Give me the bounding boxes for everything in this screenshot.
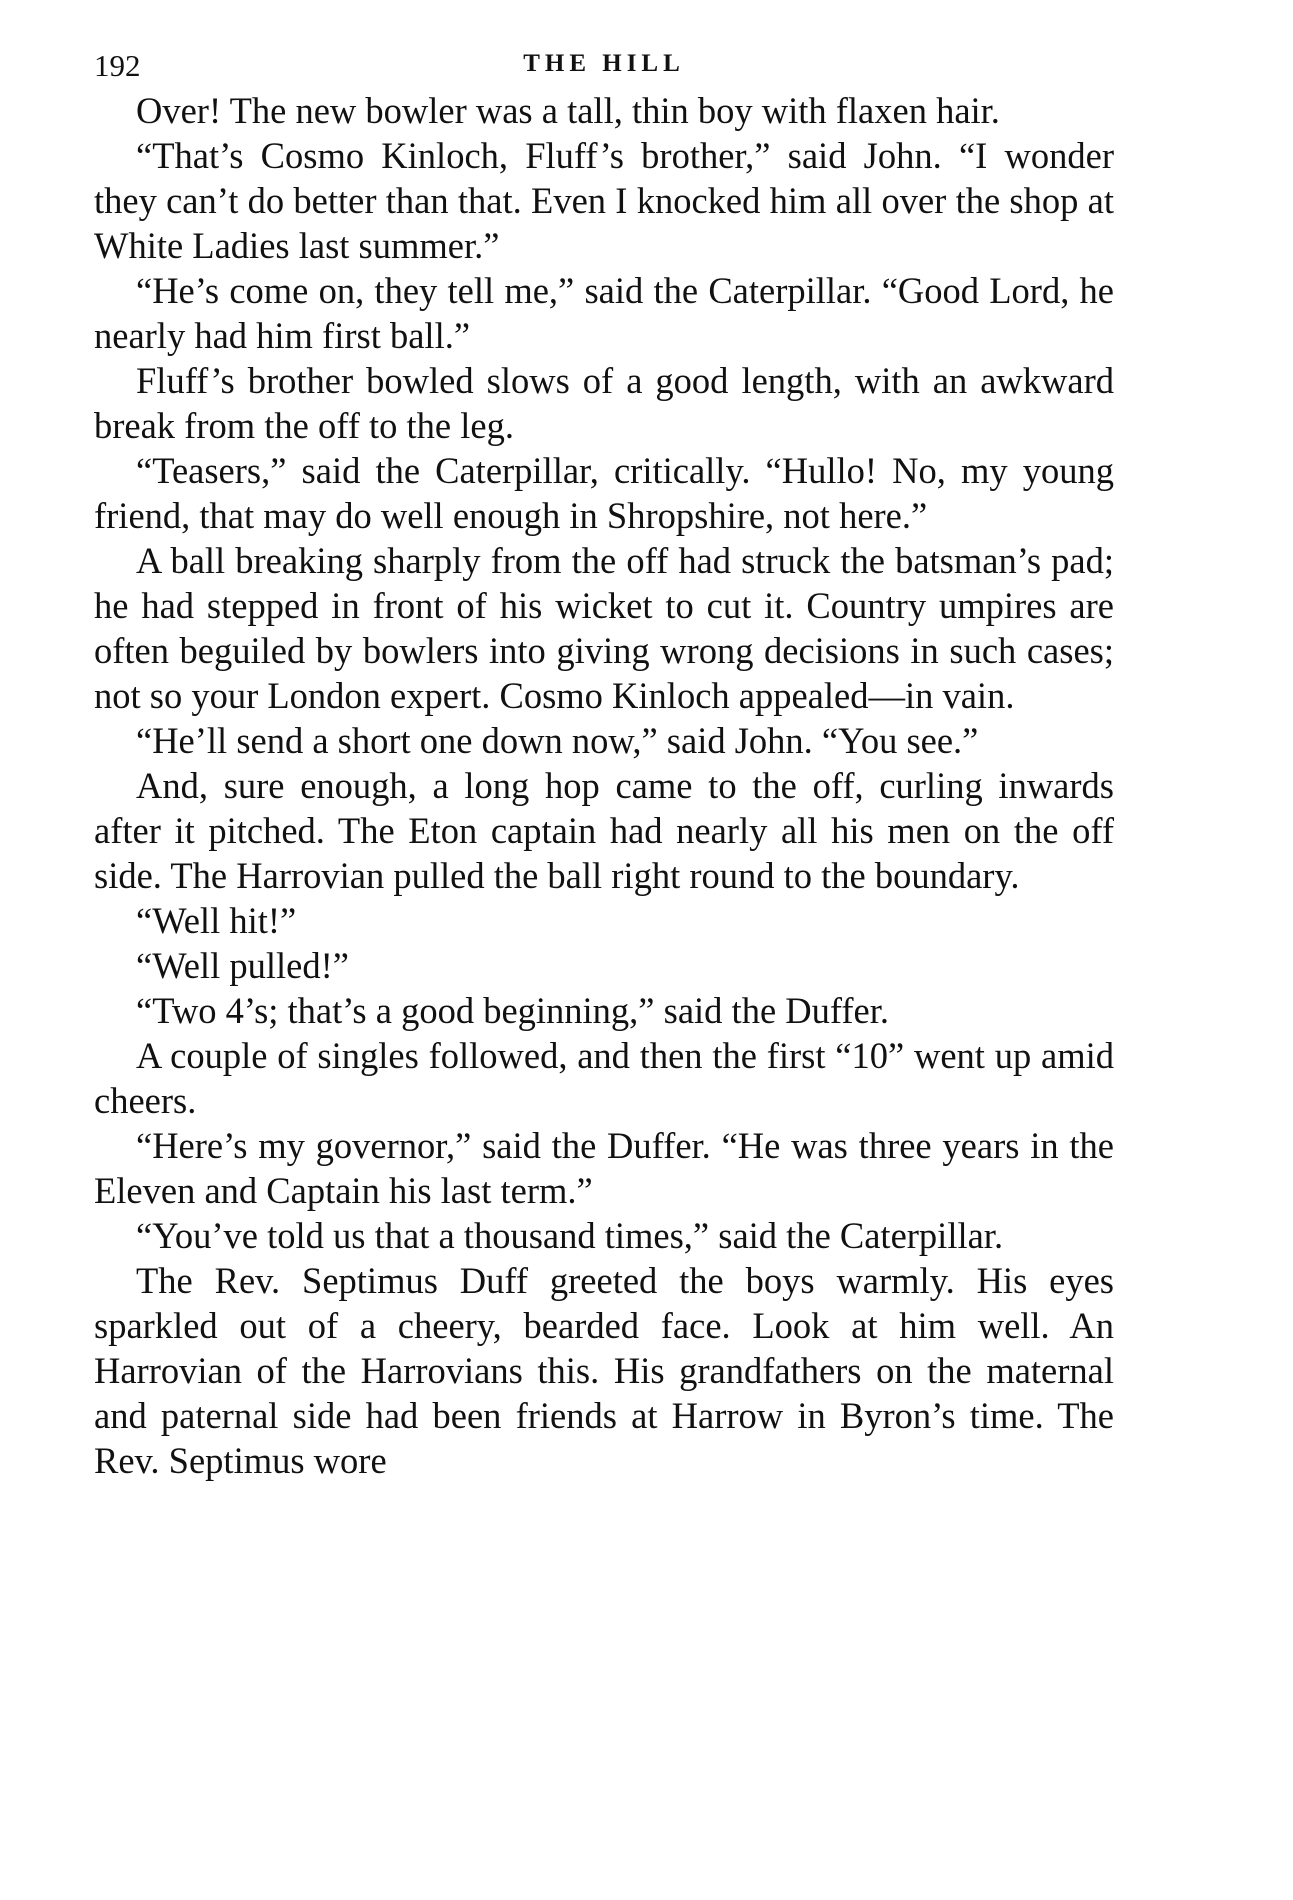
paragraph: “He’ll send a short one down now,” said John. “You see.” (136, 720, 979, 761)
paragraph: A couple of singles followed, and then the first “10” went up amid cheers. (94, 1035, 1114, 1121)
paragraph: “Well hit!” (136, 900, 297, 941)
paragraph: “That’s Cosmo Kinloch, Fluff’s brother,” said John. “I wonder they can’t do better than that. Even I knocked him all over the shop at White Ladies last summer.” (94, 135, 1114, 266)
paragraph: “He’s come on, they tell me,” said the Caterpillar. “Good Lord, he nearly had him first ball.” (94, 270, 1114, 356)
paragraph: The Rev. Septimus Duff greeted the boys warmly. His eyes sparkled out of a cheery, bearded face. Look at him well. An Harrovian of the Harrovians this. His grandfathers on the maternal and paternal side had been friends at Harrow in Byron’s time. The Rev. Septimus wore (94, 1260, 1114, 1481)
page-number: 192 (94, 48, 141, 83)
paragraph: “Well pulled!” (136, 945, 349, 986)
running-title: THE HILL (523, 50, 685, 77)
paragraph: Over! The new bowler was a tall, thin boy with flaxen hair. (136, 90, 1000, 131)
paragraph: “Here’s my governor,” said the Duffer. “He was three years in the Eleven and Captain his last term.” (94, 1125, 1114, 1211)
page-header (94, 40, 1114, 88)
book-page (94, 40, 1114, 1483)
paragraph: A ball breaking sharply from the off had struck the batsman’s pad; he had stepped in front of his wicket to cut it. Country umpires are often beguiled by bowlers into giving wrong decisions in such cases; not so your London expert. Cosmo Kinloch appealed—in vain. (94, 540, 1114, 716)
paragraph: Fluff’s brother bowled slows of a good length, with an awkward break from the off to the leg. (94, 360, 1114, 446)
paragraph: “Two 4’s; that’s a good beginning,” said the Duffer. (136, 990, 889, 1031)
paragraph: “You’ve told us that a thousand times,” said the Caterpillar. (136, 1215, 1004, 1256)
paragraph: And, sure enough, a long hop came to the off, curling inwards after it pitched. The Eton captain had nearly all his men on the off side. The Harrovian pulled the ball right round to the boundary. (94, 765, 1114, 896)
paragraph: “Teasers,” said the Caterpillar, critically. “Hullo! No, my young friend, that may do well enough in Shropshire, not here.” (94, 450, 1114, 536)
body-text (94, 88, 1114, 1483)
